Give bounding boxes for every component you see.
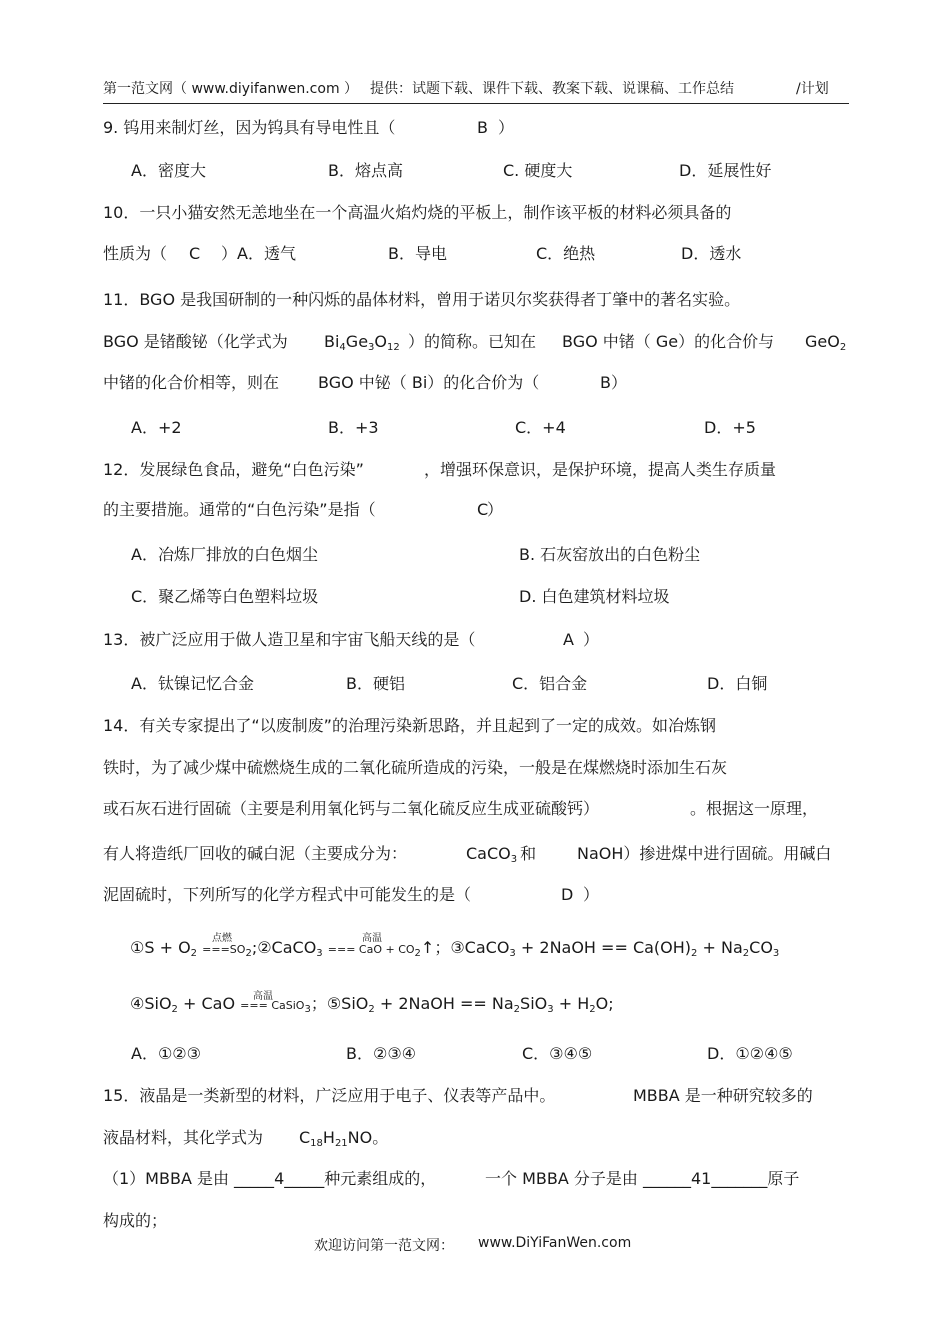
q12-line2: 的主要措施。通常的“白色污染”是指（ C ） [103, 500, 504, 519]
q12-option-b: B. 石灰窑放出的白色粉尘 [519, 545, 701, 564]
q15-answer-elements: 4 [274, 1169, 285, 1188]
q14-line2: 铁时，为了减少煤中硫燃烧生成的二氧化硫所造成的污染，一般是在煤燃烧时添加生石灰 [103, 758, 728, 777]
q9-option-d: D．延展性好 [679, 161, 772, 180]
q15-part1-b: 一个 MBBA 分子是由 ______41_______原子 [485, 1169, 800, 1188]
q12-answer: C [477, 500, 489, 519]
q12-line1b: ，增强环保意识，是保护环境，提高人类生存质量 [424, 460, 777, 479]
q11-line2a: BGO 是锗酸铋（化学式为 [103, 332, 288, 351]
q15-line1a: 15．液晶是一类新型的材料，广泛应用于电子、仪表等产品中。 [103, 1086, 556, 1105]
q11-line3b: BGO 中铋（ Bi）的化合价为（ B ） [318, 373, 628, 392]
header-source: 第一范文网（ www.diyifanwen.com ） [103, 81, 359, 97]
q9-answer: B [477, 118, 488, 137]
q14-line5: 泥固硫时，下列所写的化学方程式中可能发生的是（ D ） [103, 885, 600, 904]
q14-line4b: CaCO$_3$ 和 [466, 844, 537, 865]
q14-line3a: 或石灰石进行固硫（主要是利用氧化钙与二氧化硫反应生成亚硫酸钙） [103, 799, 600, 818]
q9-option-c: C. 硬度大 [503, 161, 573, 180]
q11-answer: B [600, 373, 611, 392]
q10-option-b: B．导电 [388, 244, 447, 263]
header-plan: /计划 [796, 81, 829, 97]
q11-line2d: GeO$_2$ [805, 332, 847, 353]
q14-line3b: 。根据这一原理， [690, 799, 819, 818]
q13-option-c: C．铝合金 [512, 674, 588, 693]
q14-line4a: 有人将造纸厂回收的碱白泥（主要成分为： [103, 844, 408, 863]
condition-heat-2: 高温 [253, 991, 273, 1002]
q9-option-b: B．熔点高 [328, 161, 403, 180]
q11-formula-bgo: $Bi_4Ge_3O_{12}$ [324, 332, 400, 353]
q11-option-c: C．+4 [515, 418, 566, 437]
q12-line1a: 12．发展绿色食品，避免“白色污染” [103, 460, 364, 479]
equations-line1-full: ①S + $O_2$ $===SO_2;②CaCO_3$ === CaO + $CO_2↑$；③CaCO$_3$ + 2NaOH == $Ca(OH)_2 + Na_2CO_3$ [130, 938, 780, 959]
q11-option-b: B．+3 [328, 418, 379, 437]
q15-part1: （1）MBBA 是由 _____4_____种元素组成的， [103, 1169, 437, 1188]
q15-line2a: 液晶材料，其化学式为 [103, 1128, 264, 1147]
header-provide: 提供：试题下载、课件下载、教案下载、说课稿、工作总结 [370, 81, 734, 97]
footer-welcome: 欢迎访问第一范文网： [314, 1238, 454, 1254]
q11-line2b: ）的简称。已知在 [408, 332, 537, 351]
condition-heat-1: 高温 [362, 933, 382, 944]
q11-option-a: A．+2 [131, 418, 182, 437]
q9-stem: 9. 钨用来制灯丝，因为钨具有导电性且（ B ） [103, 118, 515, 137]
q14-option-b: B．②③④ [346, 1044, 417, 1063]
q13-option-a: A．钛镍记忆合金 [131, 674, 254, 693]
q10-line1: 10．一只小猫安然无恙地坐在一个高温火焰灼烧的平板上，制作该平板的材料必须具备的 [103, 203, 732, 222]
q15-answer-atoms: 41 [690, 1169, 712, 1188]
q11-option-d: D．+5 [704, 418, 756, 437]
q13-stem: 13．被广泛应用于做人造卫星和宇宙飞船天线的是（ A ） [103, 630, 600, 649]
q10-option-c: C．绝热 [536, 244, 596, 263]
q15-line4: 构成的； [103, 1211, 168, 1230]
header-divider [103, 103, 849, 104]
q14-option-c: C．③④⑤ [522, 1044, 593, 1063]
q13-answer: A [563, 630, 574, 649]
condition-ignite: 点燃 [212, 933, 232, 944]
q11-line1: 11．BGO 是我国研制的一种闪烁的晶体材料，曾用于诺贝尔奖获得者丁肇中的著名实验。 [103, 290, 741, 309]
q14-option-d: D．①②④⑤ [707, 1044, 793, 1063]
q10-line2: 性质为（ C ）A．透气 [103, 244, 296, 263]
q13-option-b: B．硬铝 [346, 674, 405, 693]
q14-option-a: A．①②③ [131, 1044, 201, 1063]
q14-line4d: NaOH）掺进煤中进行固硫。用碱白 [577, 844, 832, 863]
q15-line1b: MBBA 是一种研究较多的 [633, 1086, 813, 1105]
q11-line3a: 中锗的化合价相等，则在 [103, 373, 280, 392]
q10-option-d: D．透水 [681, 244, 742, 263]
q12-option-d: D. 白色建筑材料垃圾 [519, 587, 670, 606]
q14-line1: 14．有关专家提出了“以废制废”的治理污染新思路，并且起到了一定的成效。如冶炼钢 [103, 716, 716, 735]
q13-option-d: D．白铜 [707, 674, 768, 693]
q12-option-c: C．聚乙烯等白色塑料垃圾 [131, 587, 319, 606]
q14-answer: D [561, 885, 574, 904]
q9-option-a: A．密度大 [131, 161, 206, 180]
q15-formula: $C_{18}H_{21}NO$。 [299, 1128, 389, 1149]
footer-url[interactable]: www.DiYiFanWen.com [478, 1235, 632, 1251]
q10-answer: C [189, 244, 201, 263]
q11-line2c: BGO 中锗（ Ge）的化合价与 [562, 332, 775, 351]
equations-line2: ④SiO$_2$ + CaO === CaSiO$_3$；⑤SiO$_2$ + 2NaOH == $Na_2SiO_3 + H_2O$; [130, 994, 614, 1015]
q12-option-a: A．冶炼厂排放的白色烟尘 [131, 545, 318, 564]
